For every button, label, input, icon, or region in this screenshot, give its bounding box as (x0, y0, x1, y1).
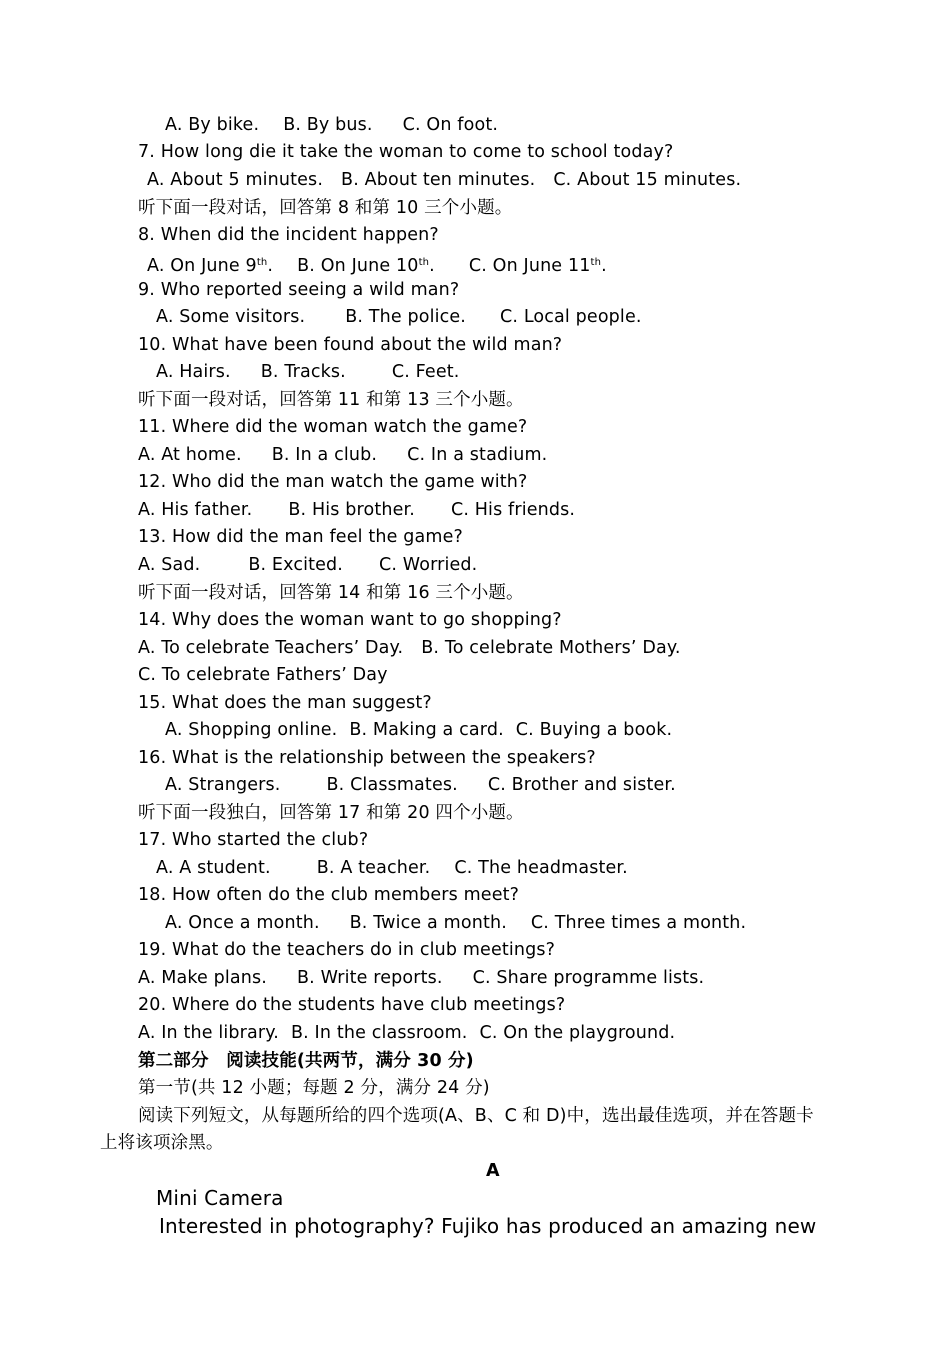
option-c: C. On June 11th. (468, 256, 607, 276)
option-c: C. Brother and sister. (487, 775, 676, 795)
option-a: A. About 5 minutes. (147, 170, 324, 190)
option-b: B. His brother. (288, 500, 415, 520)
reading-instruction-line2: 上将该项涂黑。 (100, 1133, 224, 1153)
option-b: B. To celebrate Mothers’ Day. (421, 638, 681, 658)
option-a: A. Shopping online. (165, 720, 338, 740)
question-15: 15. What does the man suggest? (138, 693, 432, 713)
option-b: B. By bus. (283, 115, 373, 135)
section-one-heading: 第一节(共 12 小题；每题 2 分，满分 24 分) (138, 1078, 490, 1098)
q16-options (165, 774, 676, 796)
option-b: B. Excited. (248, 555, 344, 575)
q12-options (138, 499, 575, 521)
option-b: B. A teacher. (316, 858, 431, 878)
question-17: 17. Who started the club? (138, 830, 369, 850)
section-instruction-8: 听下面一段对话，回答第 8 和第 10 三个小题。 (138, 198, 513, 218)
question-16: 16. What is the relationship between the speakers? (138, 748, 596, 768)
q6-options (165, 114, 498, 136)
option-a: A. Hairs. (156, 362, 231, 382)
q11-options (138, 444, 547, 466)
option-b: B. About ten minutes. (341, 170, 536, 190)
question-14: 14. Why does the woman want to go shopping? (138, 610, 562, 630)
option-c: C. Share programme lists. (472, 968, 705, 988)
option-b: B. In the classroom. (290, 1023, 468, 1043)
option-c: C. Three times a month. (530, 913, 747, 933)
question-19: 19. What do the teachers do in club meetings? (138, 940, 556, 960)
option-c: C. The headmaster. (454, 858, 628, 878)
question-12: 12. Who did the man watch the game with? (138, 472, 528, 492)
option-b: B. Twice a month. (349, 913, 507, 933)
q13-options (138, 554, 477, 576)
question-13: 13. How did the man feel the game? (138, 527, 463, 547)
option-c: C. On the playground. (479, 1023, 676, 1043)
option-a: A. Once a month. (165, 913, 320, 933)
option-b: B. Write reports. (297, 968, 443, 988)
question-18: 18. How often do the club members meet? (138, 885, 520, 905)
q8-options (147, 252, 607, 277)
option-b: B. Making a card. (349, 720, 504, 740)
option-a: A. A student. (156, 858, 271, 878)
option-c: C. In a stadium. (407, 445, 548, 465)
q18-options (165, 912, 746, 934)
section-instruction-17: 听下面一段独白，回答第 17 和第 20 四个小题。 (138, 803, 524, 823)
option-b: B. Tracks. (260, 362, 346, 382)
option-c: C. Buying a book. (515, 720, 673, 740)
option-c: C. Local people. (500, 307, 642, 327)
option-a: A. Make plans. (138, 968, 268, 988)
question-11: 11. Where did the woman watch the game? (138, 417, 528, 437)
passage-title: Mini Camera (156, 1186, 284, 1210)
option-a: A. To celebrate Teachers’ Day. (138, 638, 404, 658)
option-c: C. Worried. (379, 555, 478, 575)
option-c: C. About 15 minutes. (553, 170, 742, 190)
q19-options (138, 967, 704, 989)
option-a: A. Some visitors. (156, 307, 306, 327)
q15-options (165, 719, 672, 741)
question-8: 8. When did the incident happen? (138, 225, 439, 245)
option-a: A. At home. (138, 445, 242, 465)
option-c: C. On foot. (402, 115, 499, 135)
option-a: A. In the library. (138, 1023, 279, 1043)
section-instruction-11: 听下面一段对话，回答第 11 和第 13 三个小题。 (138, 390, 524, 410)
section-instruction-14: 听下面一段对话，回答第 14 和第 16 三个小题。 (138, 583, 524, 603)
passage-body-line1: Interested in photography? Fujiko has produced an amazing new (159, 1214, 817, 1238)
option-a: A. His father. (138, 500, 253, 520)
option-b: B. Classmates. (326, 775, 458, 795)
q10-options (156, 361, 460, 383)
option-a: A. Strangers. (165, 775, 281, 795)
option-a: A. On June 9th. (147, 256, 274, 276)
q17-options (156, 857, 628, 879)
part-two-heading: 第二部分 阅读技能(共两节，满分 30 分) (138, 1051, 474, 1071)
option-c: C. Feet. (391, 362, 460, 382)
passage-a-label: A (486, 1161, 500, 1181)
reading-instruction-line1: 阅读下列短文，从每题所给的四个选项(A、B、C 和 D)中，选出最佳选项，并在答题卡 (138, 1106, 814, 1126)
q7-options (147, 169, 741, 191)
option-c: C. His friends. (450, 500, 576, 520)
question-10: 10. What have been found about the wild man? (138, 335, 563, 355)
option-b: B. On June 10th. (297, 256, 435, 276)
option-b: B. The police. (345, 307, 467, 327)
question-9: 9. Who reported seeing a wild man? (138, 280, 460, 300)
q14-options (138, 637, 681, 659)
option-b: B. In a club. (271, 445, 378, 465)
q14-option-c: C. To celebrate Fathers’ Day (138, 665, 388, 685)
q20-options (138, 1022, 675, 1044)
option-a: A. By bike. (165, 115, 260, 135)
q9-options (156, 306, 642, 328)
question-20: 20. Where do the students have club meetings? (138, 995, 566, 1015)
question-7: 7. How long die it take the woman to come to school today? (138, 142, 674, 162)
option-a: A. Sad. (138, 555, 201, 575)
